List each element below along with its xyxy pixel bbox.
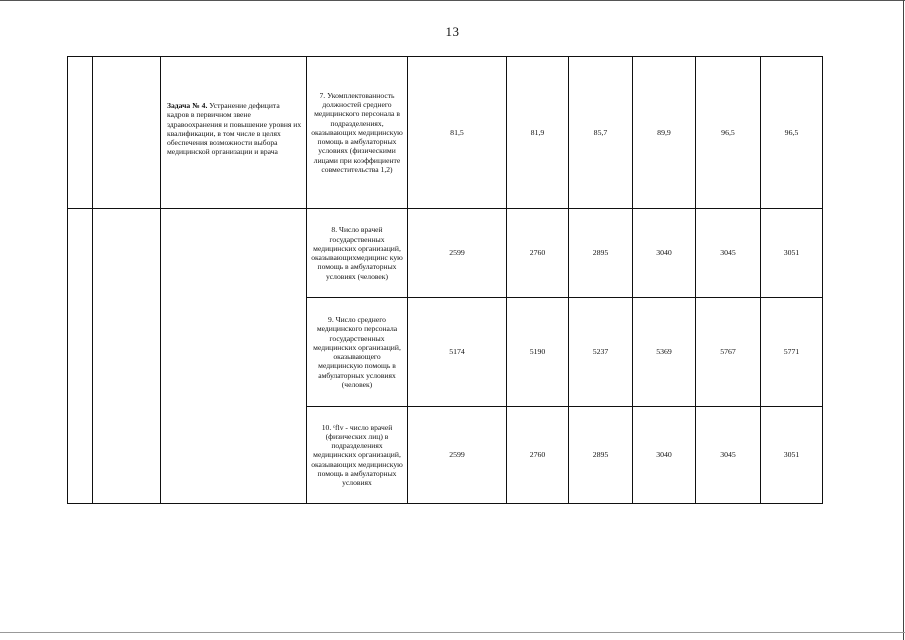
page-number: 13 xyxy=(445,24,460,39)
value-cell: 5771 xyxy=(783,347,800,357)
table-border-bottom xyxy=(67,503,823,504)
value-cell: 2599 xyxy=(449,248,465,258)
value-cell: 85,7 xyxy=(593,127,608,137)
table-divider-v xyxy=(92,56,93,504)
table-border-left xyxy=(67,56,68,504)
value-cell: 2760 xyxy=(529,248,546,258)
value-cell: 5237 xyxy=(592,347,609,357)
task-number: Задача № 4. xyxy=(167,101,208,110)
value-cell: 3051 xyxy=(783,248,800,258)
value-cell: 3045 xyxy=(720,248,736,258)
value-cell: 81,9 xyxy=(530,127,545,137)
value-cell: 3040 xyxy=(656,248,672,258)
value-cell: 89,9 xyxy=(657,127,671,137)
value-cell: 2895 xyxy=(592,450,609,460)
value-cell: 81,5 xyxy=(450,127,464,137)
indicator-name: 10. ᶜflv - число врачей (физических лиц) в подразделениях медицинских организаций, оказывающих медицинскую помощь в амбулаторных условиях xyxy=(311,422,403,488)
table-border-right xyxy=(822,56,823,504)
indicator-name: 7. Укомплектованность должностей среднего медицинского персонала в подразделениях, оказывающих медицинскую помощь в амбулаторных условиях (физическими лицами при коэффициенте совместительства 1,2) xyxy=(311,90,403,174)
value-cell: 3051 xyxy=(783,450,800,460)
value-cell: 2760 xyxy=(529,450,546,460)
value-cell: 96,5 xyxy=(721,127,735,137)
value-cell: 5174 xyxy=(449,347,465,357)
value-cell: 2895 xyxy=(592,248,609,258)
value-cell: 3040 xyxy=(656,450,672,460)
value-cell: 5369 xyxy=(656,347,672,357)
task-text: Устранение дефицита кадров в первичном звене здравоохранения и повышение уровня их квалификации, в том числе в целях обеспечения возможности выбора медицинской организации и врача xyxy=(167,101,302,157)
indicator-name: 8. Число врачей государственных медицинских организаций, оказывающихмедицинс кую помощь в амбулаторных условиях (человек) xyxy=(311,225,403,281)
value-cell: 96,5 xyxy=(784,127,799,137)
value-cell: 5767 xyxy=(720,347,736,357)
indicator-name: 9. Число среднего медицинского персонала государственных медицинских организаций, оказывающего медицинскую помощь в амбулаторных условиях (человек) xyxy=(313,315,401,389)
task-description xyxy=(161,57,306,208)
value-cell: 2599 xyxy=(449,450,465,460)
value-cell: 5190 xyxy=(529,347,546,357)
value-cell: 3045 xyxy=(720,450,736,460)
